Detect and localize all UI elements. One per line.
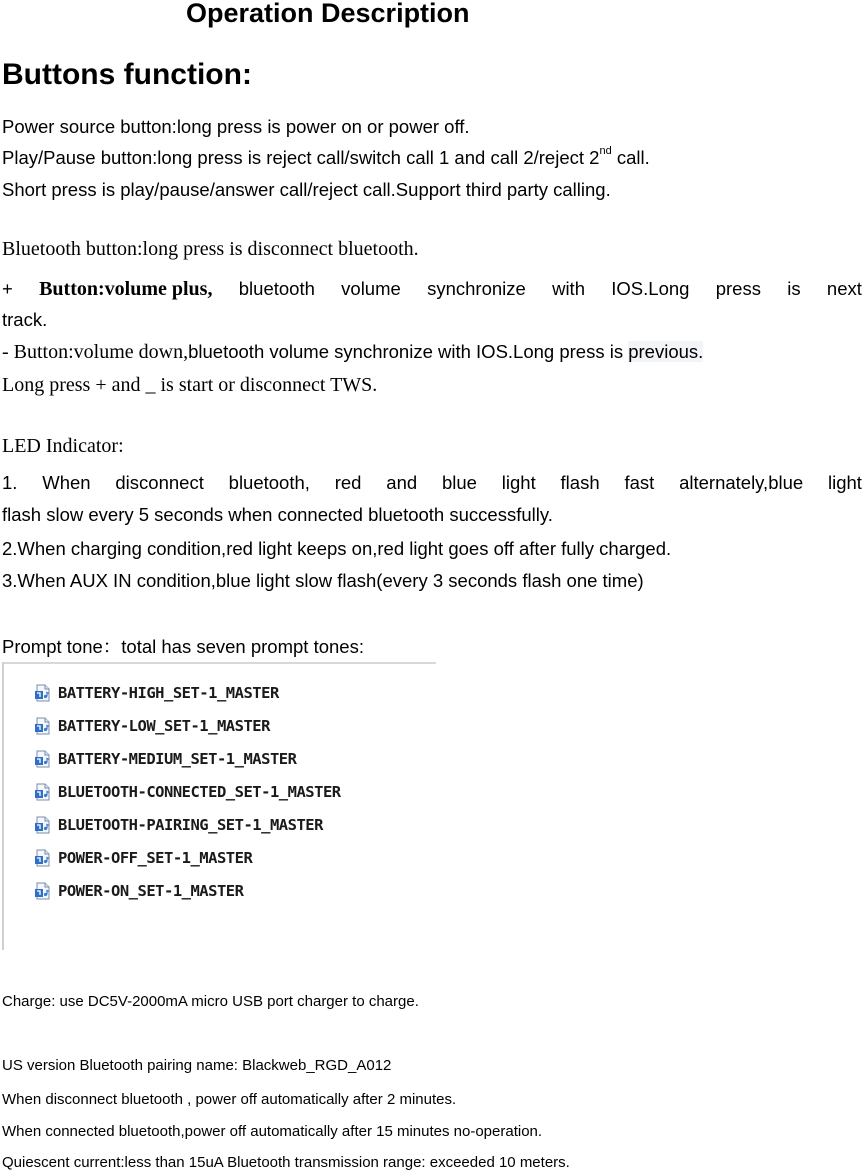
volume-plus-description xyxy=(2,278,862,301)
volume-plus-continuation: track. xyxy=(2,309,48,330)
document-title: Operation Description xyxy=(186,0,470,28)
word: red xyxy=(334,472,362,493)
file-list-item[interactable] xyxy=(34,682,279,704)
volume-plus-label: Button:volume plus, xyxy=(39,278,213,300)
word: When xyxy=(42,472,91,493)
word: bluetooth xyxy=(238,278,315,299)
volume-down-label: - Button:volume down, xyxy=(2,341,189,363)
led-item-1-continuation: flash slow every 5 seconds when connected bluetooth successfully. xyxy=(2,504,553,525)
volume-down-text-end: previous. xyxy=(628,341,704,362)
audio-file-icon xyxy=(34,849,52,867)
word: light xyxy=(828,472,862,493)
volume-down-text: bluetooth volume synchronize with IOS.Long press is xyxy=(188,341,629,362)
audio-file-icon xyxy=(34,750,52,768)
word: press xyxy=(715,278,761,299)
audio-file-icon xyxy=(34,816,52,834)
file-list-item[interactable] xyxy=(34,880,243,902)
word: alternately,blue xyxy=(679,472,804,493)
short-press-description: Short press is play/pause/answer call/reject call.Support third party calling. xyxy=(2,179,611,200)
prompt-tone-file-list xyxy=(2,662,436,950)
word: light xyxy=(501,472,536,493)
word: with xyxy=(552,278,585,299)
file-name: POWER-ON_SET-1_MASTER xyxy=(58,882,244,900)
power-button-description: Power source button:long press is power on or power off. xyxy=(2,116,470,137)
volume-down-description xyxy=(2,341,703,364)
file-list-item[interactable] xyxy=(34,781,341,803)
play-pause-text: Play/Pause button:long press is reject call/switch call 1 and call 2/reject 2 xyxy=(2,147,600,168)
word: 1. xyxy=(2,472,18,493)
file-name: BLUETOOTH-PAIRING_SET-1_MASTER xyxy=(58,816,323,834)
word: IOS.Long xyxy=(611,278,690,299)
prompt-tone-heading: Prompt tone：total has seven prompt tones: xyxy=(2,636,364,657)
disconnect-poweroff-note: When disconnect bluetooth , power off automatically after 2 minutes. xyxy=(2,1091,457,1108)
quiescent-current-note: Quiescent current:less than 15uA Bluetooth transmission range: exceeded 10 meters. xyxy=(2,1154,570,1171)
file-name: POWER-OFF_SET-1_MASTER xyxy=(58,849,253,867)
panel-left-border xyxy=(2,662,4,950)
word: is xyxy=(787,278,801,299)
led-item-2: 2.When charging condition,red light keeps on,red light goes off after fully charged. xyxy=(2,538,672,559)
led-item-3: 3.When AUX IN condition,blue light slow flash(every 3 seconds flash one time) xyxy=(2,570,644,591)
audio-file-icon xyxy=(34,717,52,735)
charge-note: Charge: use DC5V-2000mA micro USB port charger to charge. xyxy=(2,993,419,1010)
word: fast xyxy=(624,472,655,493)
file-list-item[interactable] xyxy=(34,814,323,836)
audio-file-icon xyxy=(34,882,52,900)
bluetooth-button-description: Bluetooth button:long press is disconnect bluetooth. xyxy=(2,238,419,260)
play-pause-text-end: call. xyxy=(611,147,650,168)
led-item-1 xyxy=(2,472,862,494)
file-list-item[interactable] xyxy=(34,748,296,770)
audio-file-icon xyxy=(34,684,52,702)
word: blue xyxy=(441,472,477,493)
file-list-item[interactable] xyxy=(34,715,270,737)
connected-poweroff-note: When connected bluetooth,power off automatically after 15 minutes no-operation. xyxy=(2,1123,543,1140)
file-name: BATTERY-LOW_SET-1_MASTER xyxy=(58,717,270,735)
tws-description: Long press + and _ is start or disconnect TWS. xyxy=(2,374,378,396)
word: next xyxy=(826,278,862,299)
section-heading: Buttons function: xyxy=(2,58,252,91)
word: and xyxy=(386,472,418,493)
audio-file-icon xyxy=(34,783,52,801)
file-name: BATTERY-HIGH_SET-1_MASTER xyxy=(58,684,279,702)
pairing-name-note: US version Bluetooth pairing name: Blackweb_RGD_A012 xyxy=(2,1057,392,1074)
word: disconnect xyxy=(115,472,204,493)
file-name: BLUETOOTH-CONNECTED_SET-1_MASTER xyxy=(58,783,341,801)
word: bluetooth, xyxy=(228,472,310,493)
file-list-item[interactable] xyxy=(34,847,252,869)
ordinal-suffix: nd xyxy=(599,145,612,157)
panel-top-border xyxy=(2,662,436,664)
file-name: BATTERY-MEDIUM_SET-1_MASTER xyxy=(58,750,297,768)
word: synchronize xyxy=(427,278,526,299)
led-indicator-heading: LED Indicator: xyxy=(2,435,124,457)
word: flash xyxy=(560,472,600,493)
word: + xyxy=(2,278,13,299)
play-pause-description xyxy=(2,147,650,169)
word: volume xyxy=(341,278,401,299)
